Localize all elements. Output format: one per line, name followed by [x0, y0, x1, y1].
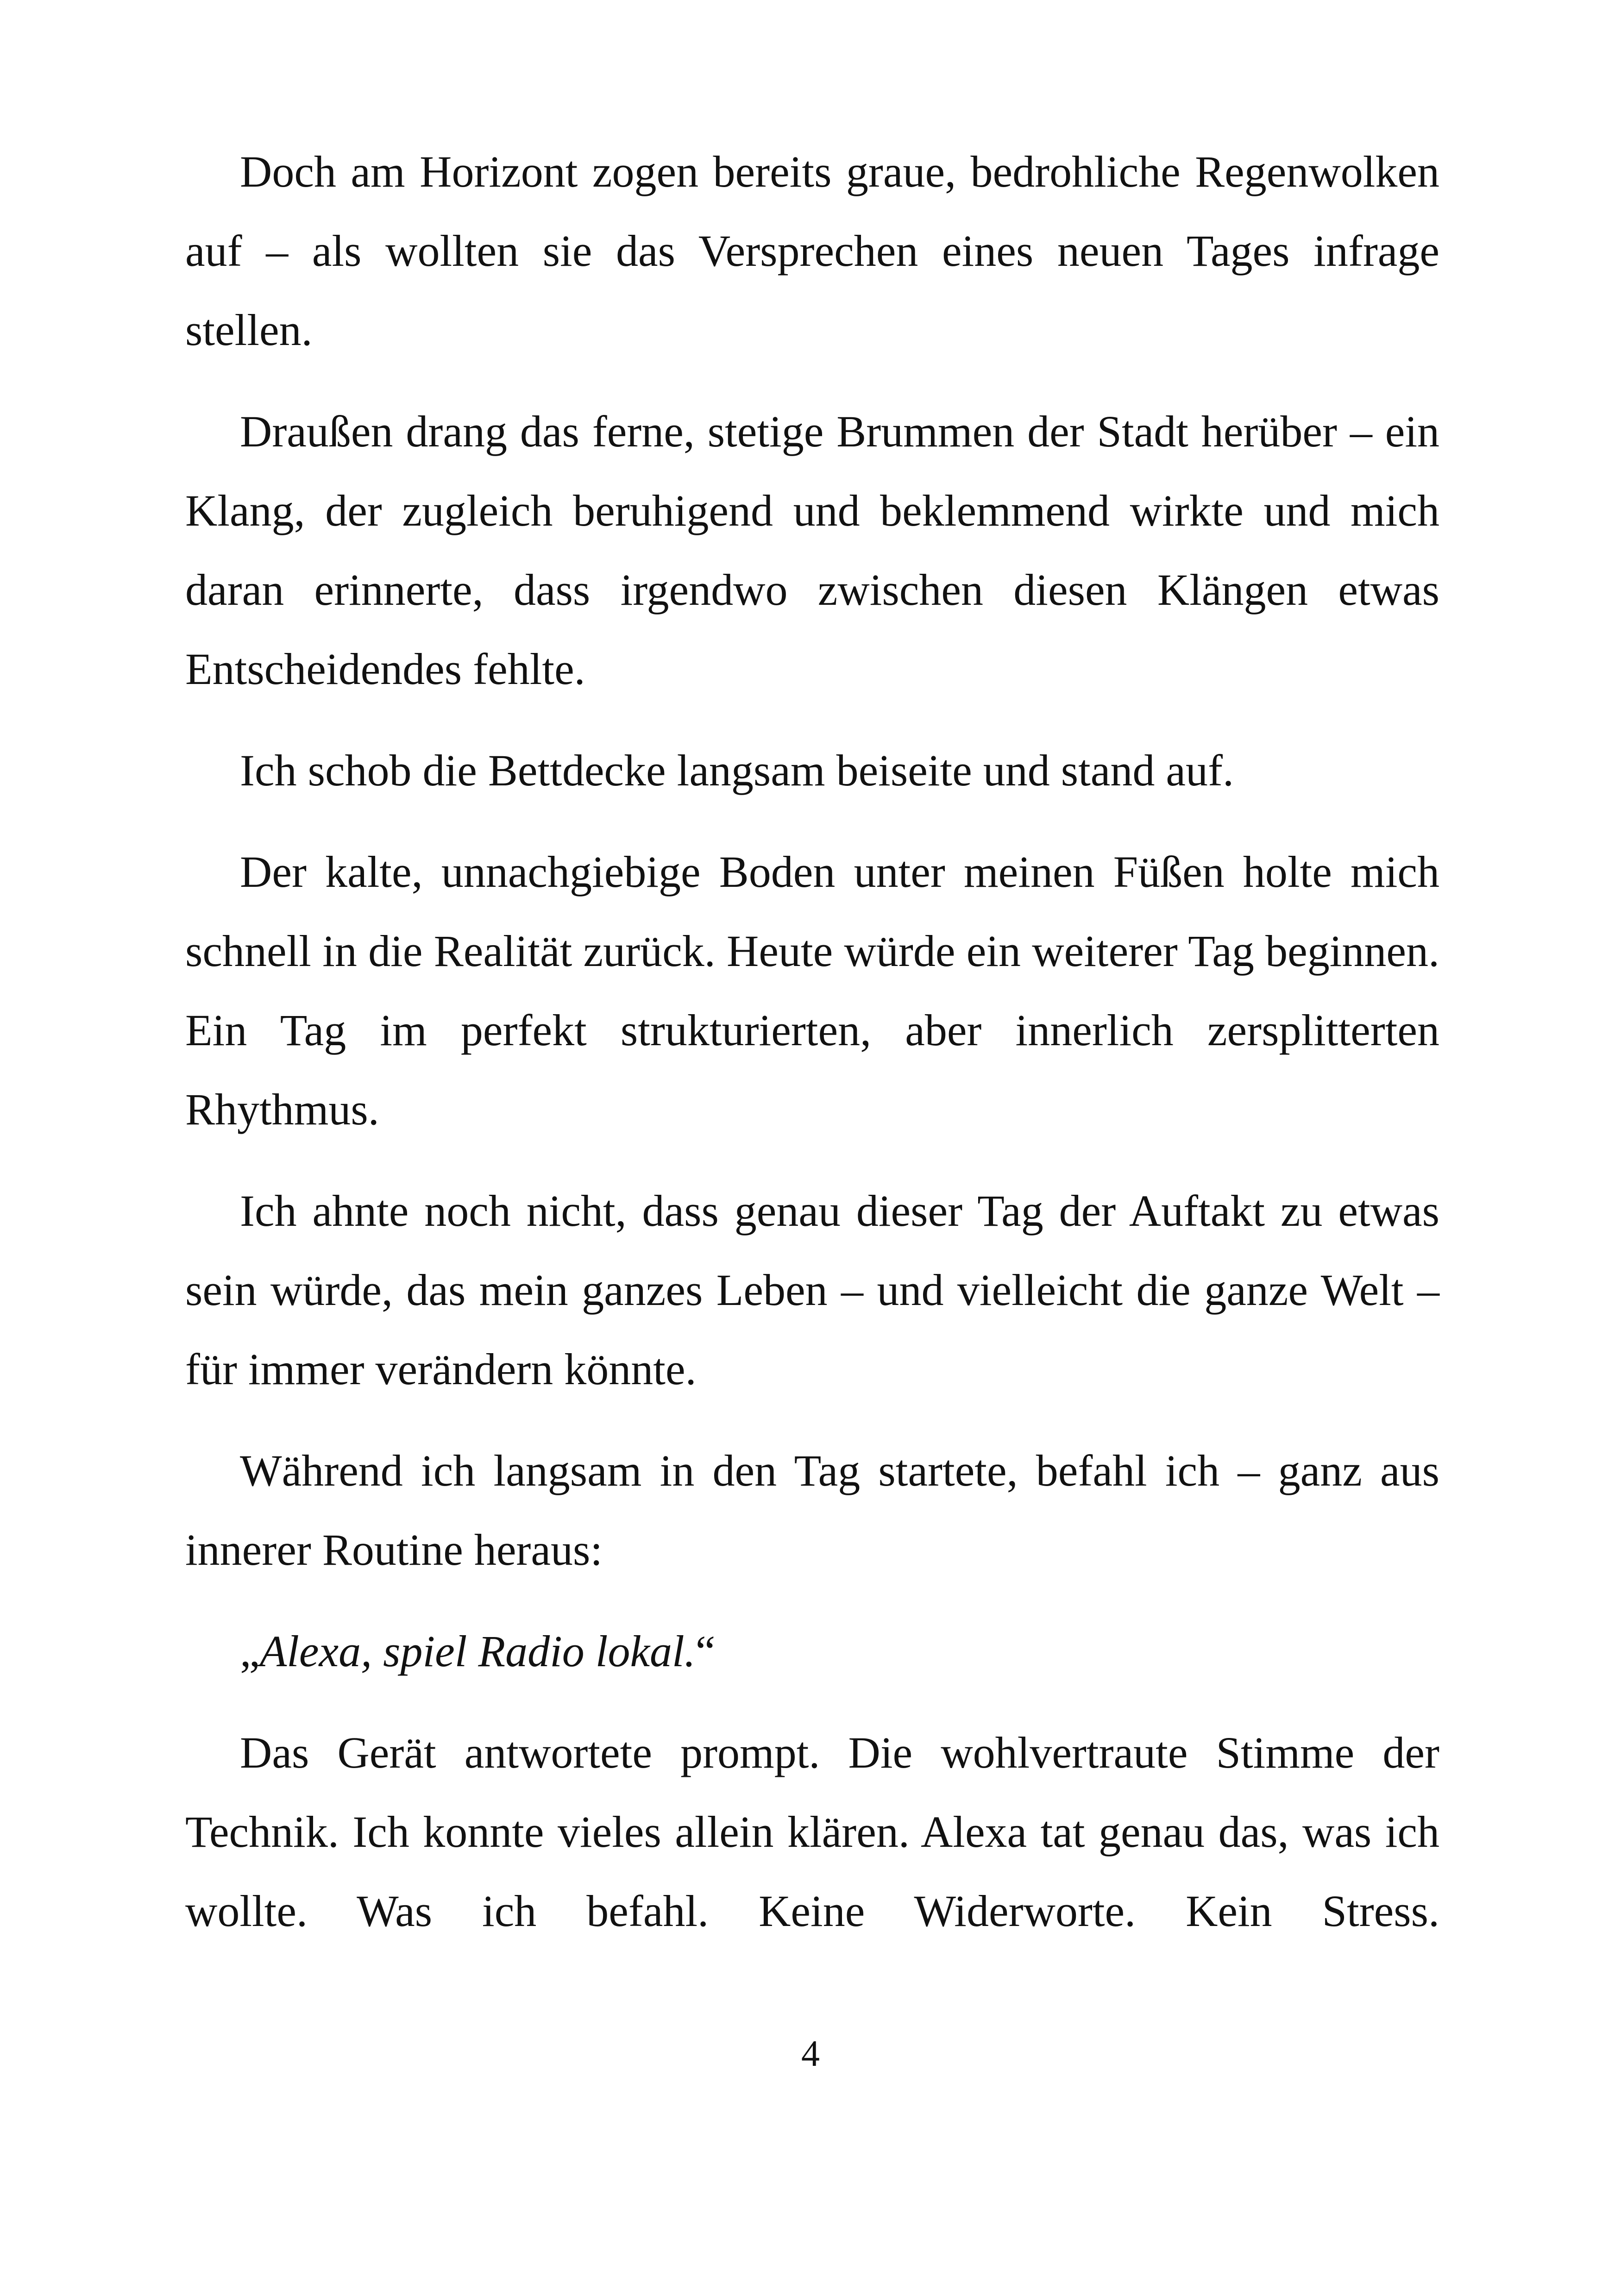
- paragraph-blanket: Ich schob die Bettdecke langsam beiseite und stand auf.: [240, 746, 1234, 795]
- page-number: 4: [801, 2033, 820, 2074]
- paragraph-premonition: Ich ahnte noch nicht, dass genau dieser Tag der Auftakt zu etwas sein würde, das mein ganzes Leben – und vielleicht die ganze Welt – für immer verändern könnte.: [185, 1186, 1439, 1394]
- paragraph-cold-floor: Der kalte, unnachgiebige Boden unter meinen Füßen holte mich schnell in die Realität zurück. Heute würde ein weiterer Tag beginnen. Ein Tag im perfekt strukturierten, aber innerlich zersplitterten Rhythmus.: [185, 847, 1439, 1134]
- quote-close-mark: “: [695, 1626, 716, 1676]
- alexa-command-quote: [185, 1612, 1439, 1691]
- quote-open-mark: „: [240, 1626, 260, 1676]
- paragraph-device-answer: Das Gerät antwortete prompt. Die wohlvertraute Stimme der Technik. Ich konnte vieles allein klären. Alexa tat genau das, was ich wollte. Was ich befahl. Keine Widerworte. Kein Stress.: [185, 1728, 1439, 1936]
- paragraph-city-hum: Draußen drang das ferne, stetige Brummen der Stadt herüber – ein Klang, der zugleich beruhigend und beklemmend wirkte und mich daran erinnerte, dass irgendwo zwischen diesen Klängen etwas Entscheidendes fehlte.: [185, 407, 1439, 694]
- paragraph-horizon: Doch am Horizont zogen bereits graue, bedrohliche Regenwolken auf – als wollten sie das Versprechen eines neuen Tages infrage stellen.: [185, 147, 1439, 355]
- quote-text: Alexa, spiel Radio lokal.: [259, 1626, 696, 1676]
- paragraph-routine: Während ich langsam in den Tag startete, befahl ich – ganz aus innerer Routine heraus:: [185, 1446, 1439, 1575]
- body-text: [185, 132, 1439, 1973]
